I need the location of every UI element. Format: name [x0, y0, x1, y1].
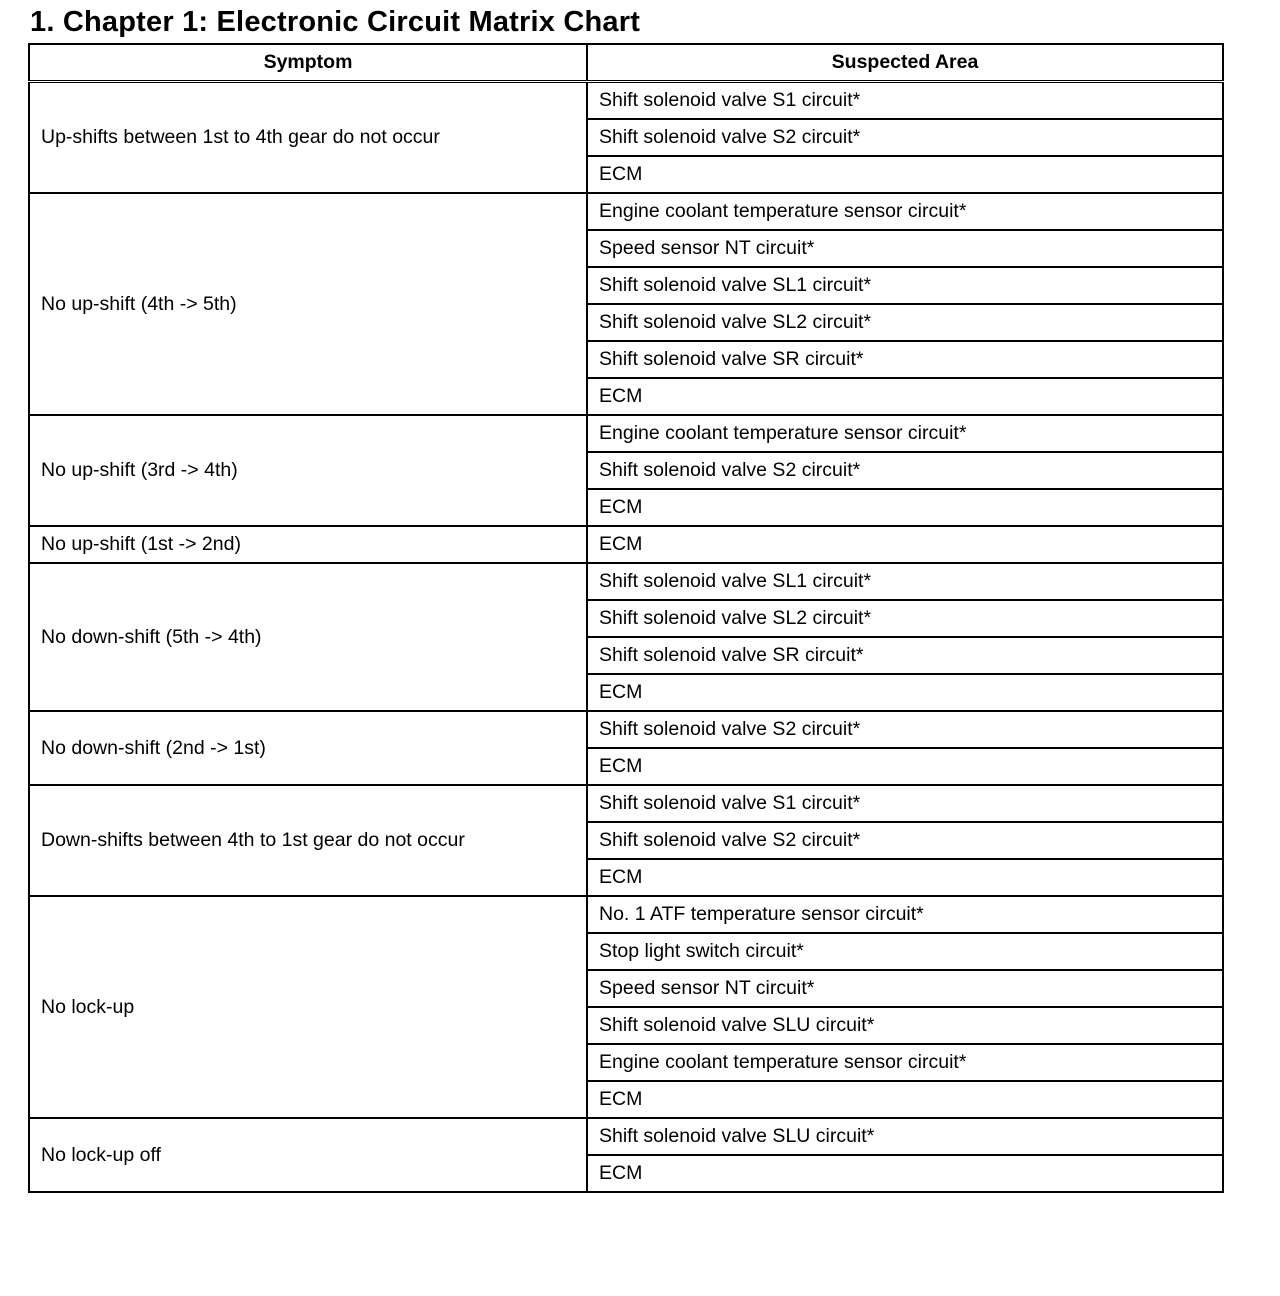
suspected-area-cell: Shift solenoid valve SL1 circuit*	[587, 267, 1223, 304]
suspected-area-cell: ECM	[587, 489, 1223, 526]
symptom-cell: No up-shift (3rd -> 4th)	[29, 415, 587, 526]
suspected-area-cell: Shift solenoid valve S2 circuit*	[587, 711, 1223, 748]
symptom-cell: Up-shifts between 1st to 4th gear do not occur	[29, 82, 587, 194]
suspected-area-cell: Shift solenoid valve S1 circuit*	[587, 785, 1223, 822]
symptom-cell: No lock-up off	[29, 1118, 587, 1192]
suspected-area-header: Suspected Area	[587, 44, 1223, 82]
table-row	[29, 1118, 1223, 1155]
suspected-area-cell: Engine coolant temperature sensor circuit*	[587, 1044, 1223, 1081]
suspected-area-cell: Shift solenoid valve SLU circuit*	[587, 1007, 1223, 1044]
page-title: 1. Chapter 1: Electronic Circuit Matrix Chart	[30, 6, 641, 38]
suspected-area-cell: Shift solenoid valve S2 circuit*	[587, 822, 1223, 859]
suspected-area-cell: ECM	[587, 378, 1223, 415]
suspected-area-cell: ECM	[587, 1081, 1223, 1118]
symptom-cell: Down-shifts between 4th to 1st gear do not occur	[29, 785, 587, 896]
suspected-area-cell: Shift solenoid valve SL1 circuit*	[587, 563, 1223, 600]
header-row	[29, 44, 1223, 82]
suspected-area-cell: Shift solenoid valve SR circuit*	[587, 637, 1223, 674]
matrix-table	[28, 43, 1224, 1193]
suspected-area-cell: ECM	[587, 674, 1223, 711]
matrix-body	[29, 82, 1223, 1193]
table-row	[29, 415, 1223, 452]
symptom-cell: No lock-up	[29, 896, 587, 1118]
suspected-area-cell: ECM	[587, 156, 1223, 193]
table-row	[29, 563, 1223, 600]
suspected-area-cell: ECM	[587, 859, 1223, 896]
suspected-area-cell: Stop light switch circuit*	[587, 933, 1223, 970]
suspected-area-cell: ECM	[587, 1155, 1223, 1192]
symptom-header: Symptom	[29, 44, 587, 82]
suspected-area-cell: Speed sensor NT circuit*	[587, 230, 1223, 267]
suspected-area-cell: Shift solenoid valve S2 circuit*	[587, 452, 1223, 489]
table-row	[29, 896, 1223, 933]
suspected-area-cell: Speed sensor NT circuit*	[587, 970, 1223, 1007]
symptom-cell: No down-shift (5th -> 4th)	[29, 563, 587, 711]
table-row	[29, 82, 1223, 120]
suspected-area-cell: Shift solenoid valve SR circuit*	[587, 341, 1223, 378]
suspected-area-cell: No. 1 ATF temperature sensor circuit*	[587, 896, 1223, 933]
suspected-area-cell: Engine coolant temperature sensor circuit*	[587, 415, 1223, 452]
suspected-area-cell: Shift solenoid valve SL2 circuit*	[587, 600, 1223, 637]
table-row	[29, 785, 1223, 822]
suspected-area-cell: Shift solenoid valve S1 circuit*	[587, 82, 1223, 120]
symptom-cell: No down-shift (2nd -> 1st)	[29, 711, 587, 785]
table-row	[29, 526, 1223, 563]
suspected-area-cell: ECM	[587, 526, 1223, 563]
table-row	[29, 711, 1223, 748]
table-row	[29, 193, 1223, 230]
suspected-area-cell: ECM	[587, 748, 1223, 785]
symptom-cell: No up-shift (1st -> 2nd)	[29, 526, 587, 563]
suspected-area-cell: Shift solenoid valve S2 circuit*	[587, 119, 1223, 156]
suspected-area-cell: Shift solenoid valve SL2 circuit*	[587, 304, 1223, 341]
suspected-area-cell: Engine coolant temperature sensor circuit*	[587, 193, 1223, 230]
suspected-area-cell: Shift solenoid valve SLU circuit*	[587, 1118, 1223, 1155]
symptom-cell: No up-shift (4th -> 5th)	[29, 193, 587, 415]
